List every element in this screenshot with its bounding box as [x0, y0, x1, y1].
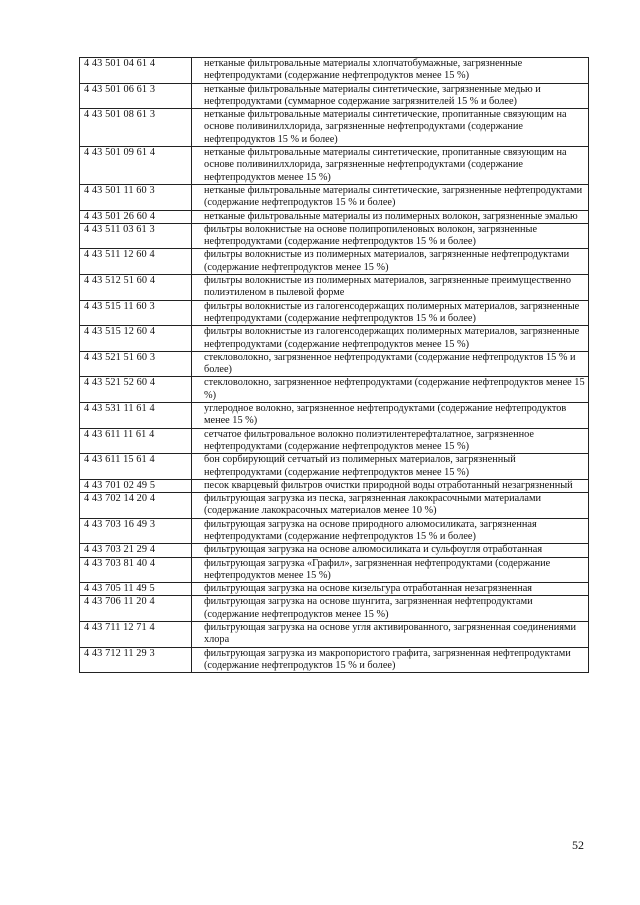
waste-code-cell: 4 43 511 12 60 4: [80, 249, 192, 275]
waste-code-cell: 4 43 711 12 71 4: [80, 622, 192, 648]
waste-description-cell: фильтрующая загрузка на основе кизельгура отработанная незагрязненная: [192, 583, 589, 596]
table-row: [80, 622, 589, 648]
table-row: [80, 403, 589, 429]
table-row: [80, 377, 589, 403]
page-number: 52: [572, 838, 584, 852]
table-row: [80, 583, 589, 596]
table-row: [80, 210, 589, 223]
table-row: [80, 493, 589, 519]
waste-description-cell: фильтрующая загрузка из макропористого графита, загрязненная нефтепродуктами (содержание нефтепродуктов 15 % и более): [192, 647, 589, 673]
table-row: [80, 275, 589, 301]
waste-code-cell: 4 43 706 11 20 4: [80, 596, 192, 622]
waste-code-cell: 4 43 512 51 60 4: [80, 275, 192, 301]
waste-description-cell: фильтры волокнистые из галогенсодержащих полимерных материалов, загрязненные нефтепродуктами (содержание нефтепродуктов 15 % и более): [192, 300, 589, 326]
waste-code-cell: 4 43 501 11 60 3: [80, 184, 192, 210]
waste-description-cell: стекловолокно, загрязненное нефтепродуктами (содержание нефтепродуктов 15 % и более): [192, 351, 589, 377]
waste-code-cell: 4 43 511 03 61 3: [80, 223, 192, 249]
table-row: [80, 147, 589, 185]
table-row: [80, 454, 589, 480]
waste-code-cell: 4 43 515 12 60 4: [80, 326, 192, 352]
table-row: [80, 83, 589, 109]
waste-code-cell: 4 43 501 26 60 4: [80, 210, 192, 223]
table-row: [80, 351, 589, 377]
waste-code-cell: 4 43 531 11 61 4: [80, 403, 192, 429]
waste-description-cell: фильтрующая загрузка из песка, загрязненная лакокрасочными материалами (содержание лакокрасочных материалов менее 10 %): [192, 493, 589, 519]
waste-description-cell: фильтры волокнистые из галогенсодержащих полимерных материалов, загрязненные нефтепродуктами (содержание нефтепродуктов менее 15 %): [192, 326, 589, 352]
table-row: [80, 479, 589, 492]
waste-code-cell: 4 43 501 06 61 3: [80, 83, 192, 109]
table-row: [80, 300, 589, 326]
waste-code-cell: 4 43 611 15 61 4: [80, 454, 192, 480]
waste-description-cell: фильтры волокнистые из полимерных материалов, загрязненные преимущественно полиэтиленом в пылевой форме: [192, 275, 589, 301]
waste-description-cell: фильтрующая загрузка на основе угля активированного, загрязненная соединениями хлора: [192, 622, 589, 648]
waste-code-cell: 4 43 521 51 60 3: [80, 351, 192, 377]
waste-code-table-body: [80, 58, 589, 673]
waste-description-cell: фильтрующая загрузка на основе природного алюмосиликата, загрязненная нефтепродуктами (содержание нефтепродуктов 15 % и более): [192, 518, 589, 544]
waste-description-cell: бон сорбирующий сетчатый из полимерных материалов, загрязненный нефтепродуктами (содержание нефтепродуктов менее 15 %): [192, 454, 589, 480]
waste-description-cell: фильтры волокнистые из полимерных материалов, загрязненные нефтепродуктами (содержание нефтепродуктов менее 15 %): [192, 249, 589, 275]
table-row: [80, 223, 589, 249]
waste-description-cell: нетканые фильтровальные материалы хлопчатобумажные, загрязненные нефтепродуктами (содержание нефтепродуктов менее 15 %): [192, 58, 589, 84]
waste-code-cell: 4 43 501 04 61 4: [80, 58, 192, 84]
table-row: [80, 647, 589, 673]
table-row: [80, 428, 589, 454]
waste-description-cell: фильтры волокнистые на основе полипропиленовых волокон, загрязненные нефтепродуктами (содержание нефтепродуктов 15 % и более): [192, 223, 589, 249]
table-row: [80, 326, 589, 352]
table-row: [80, 184, 589, 210]
waste-code-cell: 4 43 712 11 29 3: [80, 647, 192, 673]
waste-description-cell: фильтрующая загрузка на основе алюмосиликата и сульфоугля отработанная: [192, 544, 589, 557]
waste-description-cell: песок кварцевый фильтров очистки природной воды отработанный незагрязненный: [192, 479, 589, 492]
table-row: [80, 544, 589, 557]
waste-code-cell: 4 43 501 08 61 3: [80, 109, 192, 147]
table-row: [80, 109, 589, 147]
table-row: [80, 557, 589, 583]
table-row: [80, 518, 589, 544]
table-row: [80, 596, 589, 622]
waste-code-cell: 4 43 515 11 60 3: [80, 300, 192, 326]
waste-code-cell: 4 43 521 52 60 4: [80, 377, 192, 403]
waste-code-cell: 4 43 501 09 61 4: [80, 147, 192, 185]
waste-code-cell: 4 43 703 21 29 4: [80, 544, 192, 557]
waste-description-cell: углеродное волокно, загрязненное нефтепродуктами (содержание нефтепродуктов менее 15 %): [192, 403, 589, 429]
waste-code-cell: 4 43 702 14 20 4: [80, 493, 192, 519]
waste-code-cell: 4 43 703 81 40 4: [80, 557, 192, 583]
waste-description-cell: нетканые фильтровальные материалы синтетические, пропитанные связующим на основе поливинилхлорида, загрязненные нефтепродуктами (содержание нефтепродуктов менее 15 %): [192, 147, 589, 185]
waste-code-table: [79, 57, 589, 673]
waste-code-cell: 4 43 611 11 61 4: [80, 428, 192, 454]
waste-code-cell: 4 43 705 11 49 5: [80, 583, 192, 596]
waste-description-cell: фильтрующая загрузка «Графил», загрязненная нефтепродуктами (содержание нефтепродуктов менее 15 %): [192, 557, 589, 583]
waste-description-cell: нетканые фильтровальные материалы синтетические, пропитанные связующим на основе поливинилхлорида, загрязненные нефтепродуктами (содержание нефтепродуктов 15 % и более): [192, 109, 589, 147]
table-row: [80, 249, 589, 275]
waste-description-cell: стекловолокно, загрязненное нефтепродуктами (содержание нефтепродуктов менее 15 %): [192, 377, 589, 403]
waste-description-cell: нетканые фильтровальные материалы синтетические, загрязненные медью и нефтепродуктами (суммарное содержание загрязнителей 15 % и более): [192, 83, 589, 109]
waste-description-cell: сетчатое фильтровальное волокно полиэтилентерефталатное, загрязненное нефтепродуктами (содержание нефтепродуктов менее 15 %): [192, 428, 589, 454]
waste-description-cell: нетканые фильтровальные материалы синтетические, загрязненные нефтепродуктами (содержание нефтепродуктов 15 % и более): [192, 184, 589, 210]
waste-description-cell: фильтрующая загрузка на основе шунгита, загрязненная нефтепродуктами (содержание нефтепродуктов менее 15 %): [192, 596, 589, 622]
waste-code-cell: 4 43 701 02 49 5: [80, 479, 192, 492]
waste-description-cell: нетканые фильтровальные материалы из полимерных волокон, загрязненные эмалью: [192, 210, 589, 223]
waste-code-cell: 4 43 703 16 49 3: [80, 518, 192, 544]
table-row: [80, 58, 589, 84]
